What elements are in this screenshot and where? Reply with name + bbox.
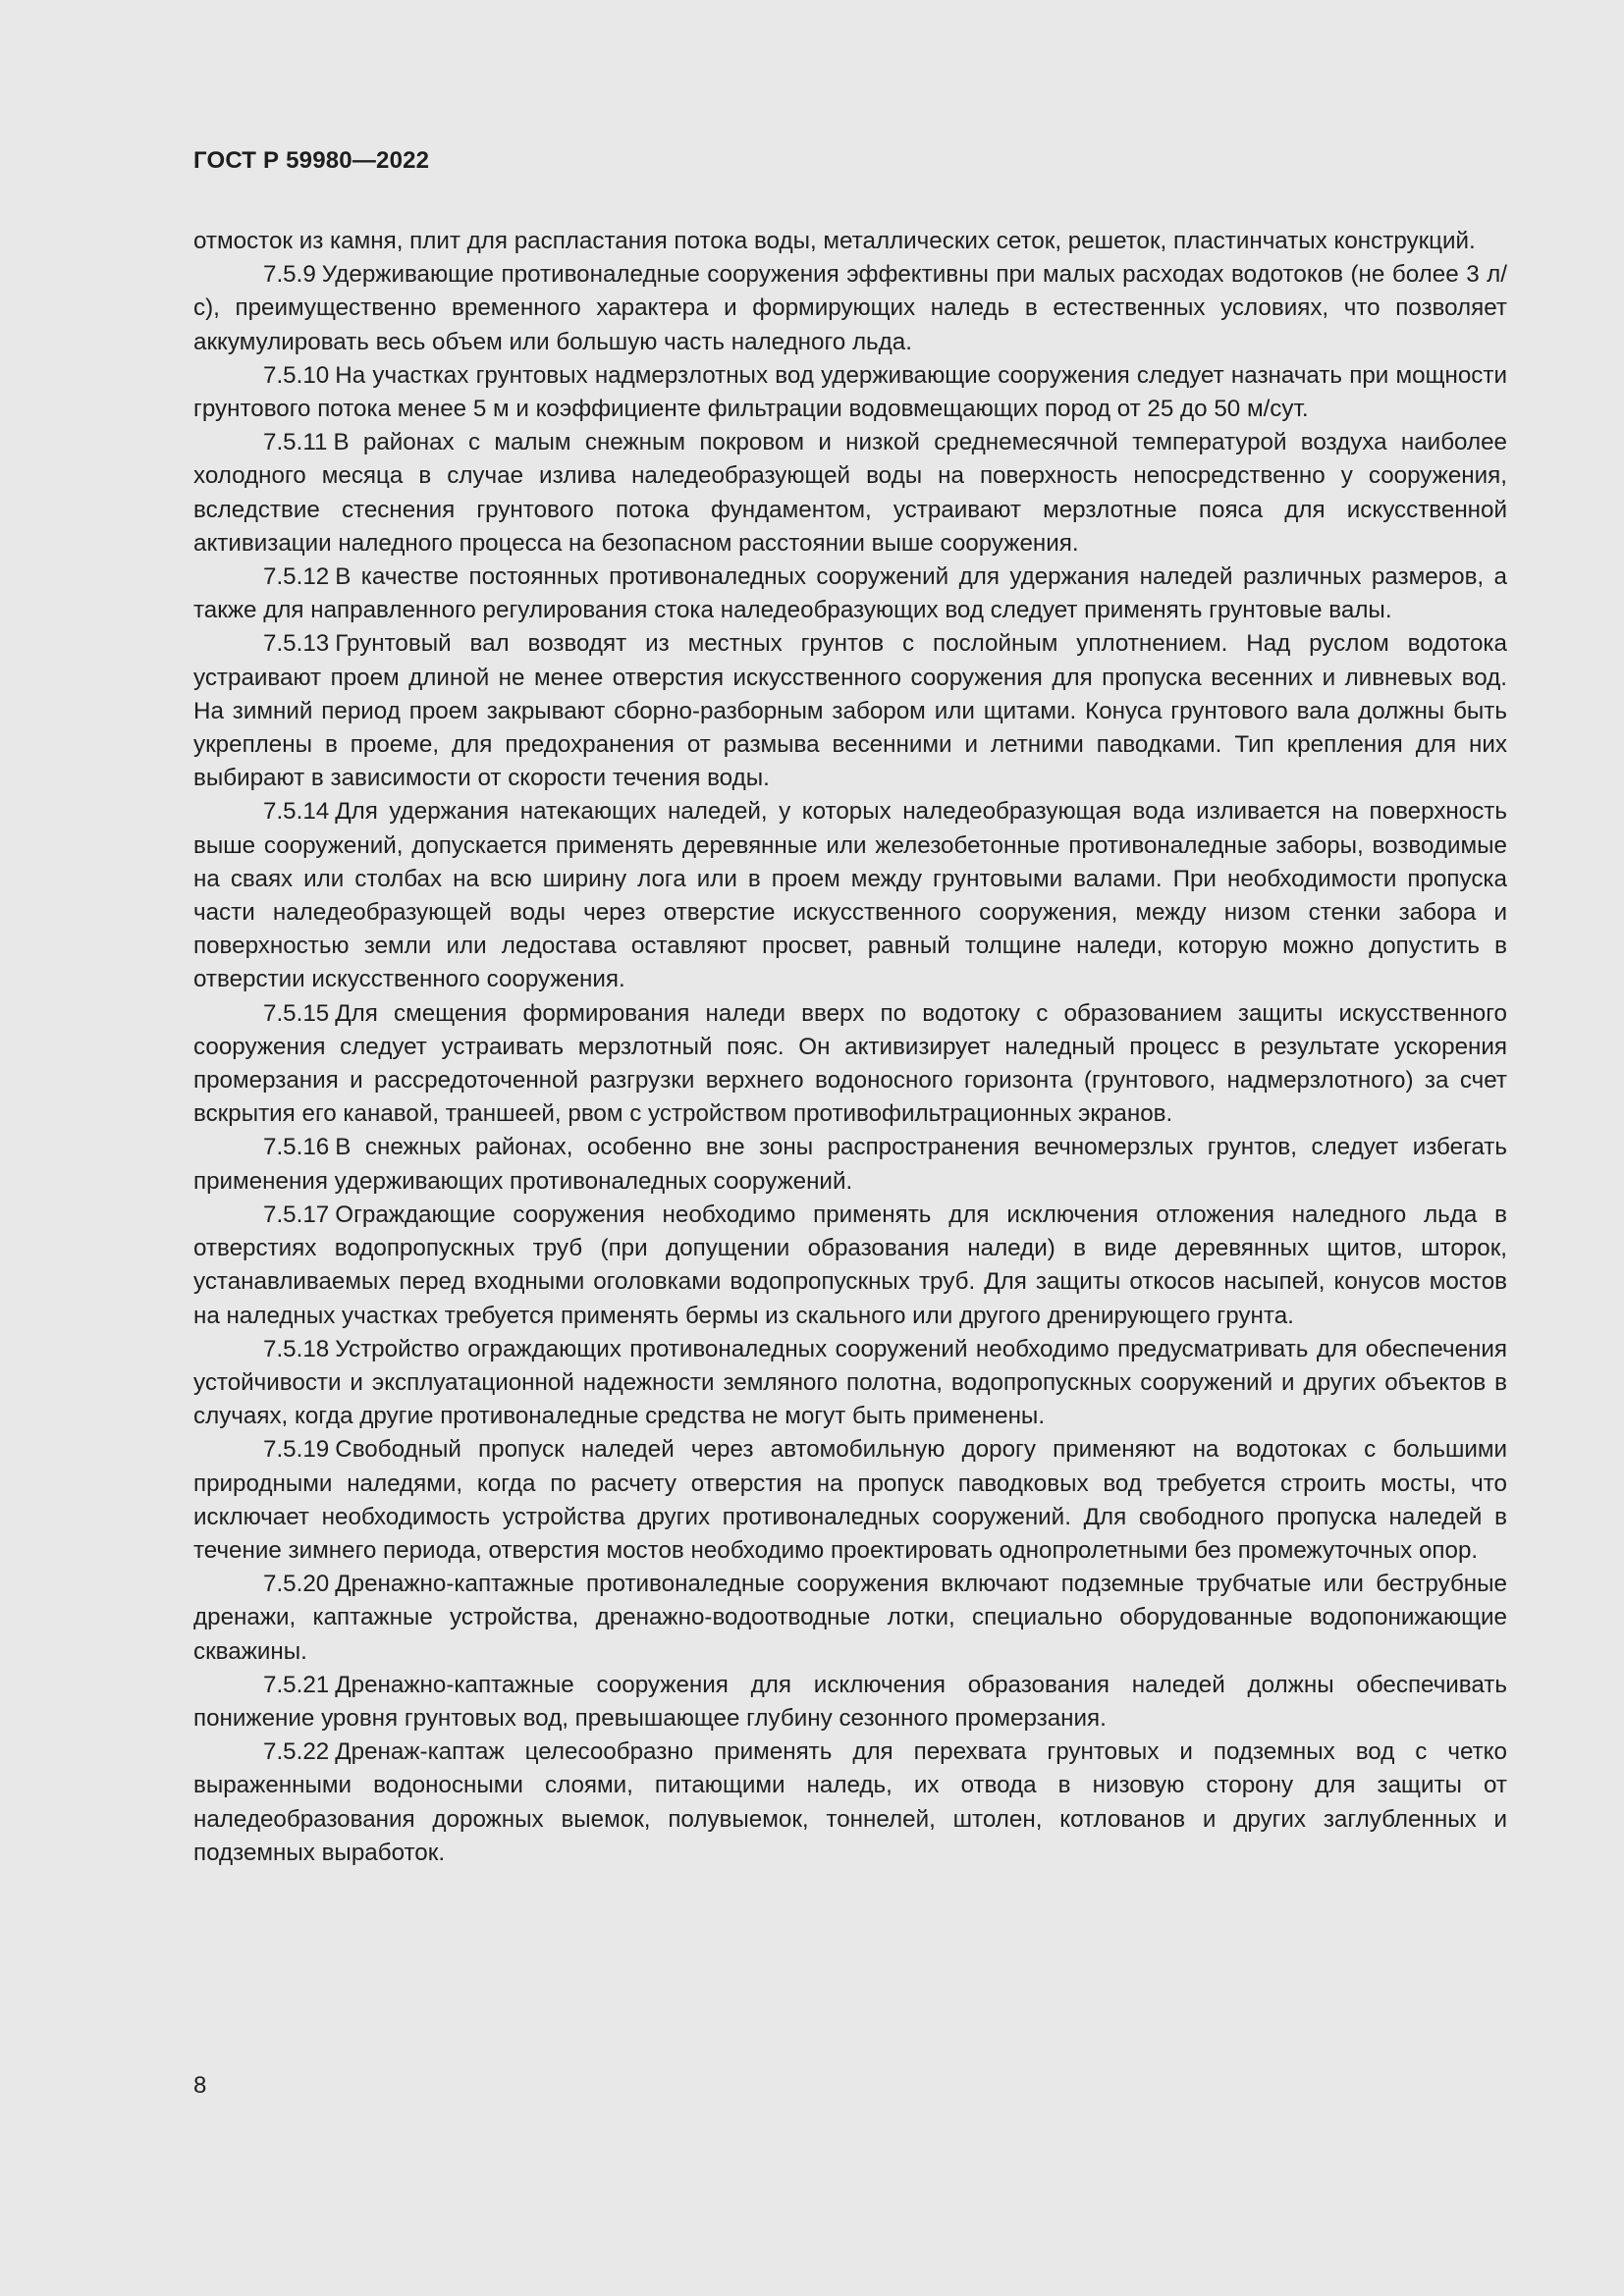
- document-header: ГОСТ Р 59980—2022: [193, 147, 430, 174]
- clause-number: 7.5.16: [263, 1134, 330, 1161]
- clause-text: В районах с малым снежным покровом и низкой среднемесячной температурой воздуха наиболее холодного месяца в случае излива наледеобразующей воды на поверхность непосредственно у сооружения, вследствие стеснения грунтового потока фундаментом, устраивают мерзлотные пояса для искусственной активизации наледного процесса на безопасном расстоянии выше сооружения.: [193, 429, 1507, 557]
- clause-text: Устройство ограждающих противоналедных сооружений необходимо предусматривать для обеспечения устойчивости и эксплуатационной надежности земляного полотна, водопропускных сооружений и других объектов в случаях, когда другие противоналедные средства не могут быть применены.: [193, 1335, 1507, 1430]
- clause-7-5-17: [193, 1199, 1507, 1333]
- clause-7-5-16: [193, 1131, 1507, 1198]
- clause-7-5-9: [193, 258, 1507, 359]
- clause-number: 7.5.14: [263, 798, 330, 826]
- clause-number: 7.5.22: [263, 1738, 330, 1766]
- clause-number: 7.5.19: [263, 1436, 330, 1464]
- clause-7-5-22: [193, 1735, 1507, 1870]
- clause-number: 7.5.9: [263, 261, 316, 289]
- clause-text: Удерживающие противоналедные сооружения эффективны при малых расходах водотоков (не более 3 л/с), преимущественно временного характера и формирующих наледь в естественных условиях, что позволяет аккумулировать весь объем или большую часть наледного льда.: [193, 261, 1507, 355]
- continuation-paragraph: отмосток из камня, плит для распластания потока воды, металлических сеток, решеток, пластинчатых конструкций.: [193, 228, 1476, 254]
- clause-7-5-11: [193, 426, 1507, 561]
- clause-7-5-19: [193, 1433, 1507, 1568]
- clause-text: Ограждающие сооружения необходимо применять для исключения отложения наледного льда в отверстиях водопропускных труб (при допущении образования наледи) в виде деревянных щитов, шторок, устанавливаемых перед входными оголовками водопропускных труб. Для защиты откосов насыпей, конусов мостов на наледных участках требуется применять бермы из скального или другого дренирующего грунта.: [193, 1201, 1507, 1329]
- clause-text: Дренажно-каптажные сооружения для исключения образования наледей должны обеспечивать понижение уровня грунтовых вод, превышающее глубину сезонного промерзания.: [193, 1671, 1507, 1732]
- document-body: [193, 225, 1507, 1870]
- clause-text: На участках грунтовых надмерзлотных вод удерживающие сооружения следует назначать при мощности грунтового потока менее 5 м и коэффициенте фильтрации водовмещающих пород от 25 до 50 м/сут.: [193, 361, 1507, 423]
- clause-number: 7.5.18: [263, 1335, 330, 1362]
- clause-text: Свободный пропуск наледей через автомобильную дорогу применяют на водотоках с большими природными наледями, когда по расчету отверстия на пропуск паводковых вод требуется строить мосты, что исключает необходимость устройства других противоналедных сооружений. Для свободного пропуска наледей в течение зимнего периода, отверстия мостов необходимо проектировать однопролетными без промежуточных опор.: [193, 1436, 1507, 1564]
- clause-7-5-15: [193, 997, 1507, 1132]
- clause-7-5-20: [193, 1568, 1507, 1669]
- clause-number: 7.5.12: [263, 563, 330, 591]
- clause-text: Дренажно-каптажные противоналедные сооружения включают подземные трубчатые или беструбные дренажи, каптажные устройства, дренажно-водоотводные лотки, специально оборудованные водопонижающие скважины.: [193, 1571, 1507, 1665]
- clause-text: Грунтовый вал возводят из местных грунтов с послойным уплотнением. Над руслом водотока устраивают проем длиной не менее отверстия искусственного сооружения для пропуска весенних и ливневых вод. На зимний период проем закрывают сборно-разборным забором или щитами. Конуса грунтового вала должны быть укреплены в проеме, для предохранения от размыва весенними и летними паводками. Тип крепления для них выбирают в зависимости от скорости течения воды.: [193, 630, 1507, 792]
- clause-number: 7.5.13: [263, 630, 330, 658]
- clause-text: Для смещения формирования наледи вверх по водотоку с образованием защиты искусственного сооружения следует устраивать мерзлотный пояс. Он активизирует наледный процесс в результате ускорения промерзания и рассредоточенной разгрузки верхнего водоносного горизонта (грунтового, надмерзлотного) за счет вскрытия его канавой, траншеей, рвом с устройством противофильтрационных экранов.: [193, 999, 1507, 1128]
- clause-number: 7.5.21: [263, 1671, 330, 1698]
- clause-number: 7.5.11: [263, 429, 328, 456]
- clause-7-5-10: [193, 359, 1507, 426]
- clause-number: 7.5.10: [263, 361, 330, 389]
- page-number: 8: [193, 2072, 207, 2099]
- clause-text: В снежных районах, особенно вне зоны распространения вечномерзлых грунтов, следует избегать применения удерживающих противоналедных сооружений.: [193, 1134, 1507, 1195]
- clause-7-5-12: [193, 561, 1507, 627]
- clause-7-5-13: [193, 627, 1507, 795]
- clause-7-5-14: [193, 795, 1507, 996]
- clause-number: 7.5.17: [263, 1201, 330, 1228]
- clause-text: Дренаж-каптаж целесообразно применять для перехвата грунтовых и подземных вод с четко выраженными водоносными слоями, питающими наледь, их отвода в низовую сторону для защиты от наледеобразования дорожных выемок, полувыемок, тоннелей, штолен, котлованов и других заглубленных и подземных выработок.: [193, 1738, 1507, 1866]
- clause-number: 7.5.15: [263, 999, 330, 1027]
- clause-text: Для удержания натекающих наледей, у которых наледеобразующая вода изливается на поверхность выше сооружений, допускается применять деревянные или железобетонные противоналедные заборы, возводимые на сваях или столбах на всю ширину лога или в проем между грунтовыми валами. При необходимости пропуска части наледеобразующей воды через отверстие искусственного сооружения, между низом стенки забора и поверхностью земли или ледостава оставляют просвет, равный толщине наледи, которую можно допустить в отверстии искусственного сооружения.: [193, 798, 1507, 993]
- clause-7-5-21: [193, 1669, 1507, 1735]
- clause-number: 7.5.20: [263, 1571, 330, 1598]
- clause-7-5-18: [193, 1333, 1507, 1434]
- clause-text: В качестве постоянных противоналедных сооружений для удержания наледей различных размеров, а также для направленного регулирования стока наледеобразующих вод следует применять грунтовые валы.: [193, 563, 1507, 624]
